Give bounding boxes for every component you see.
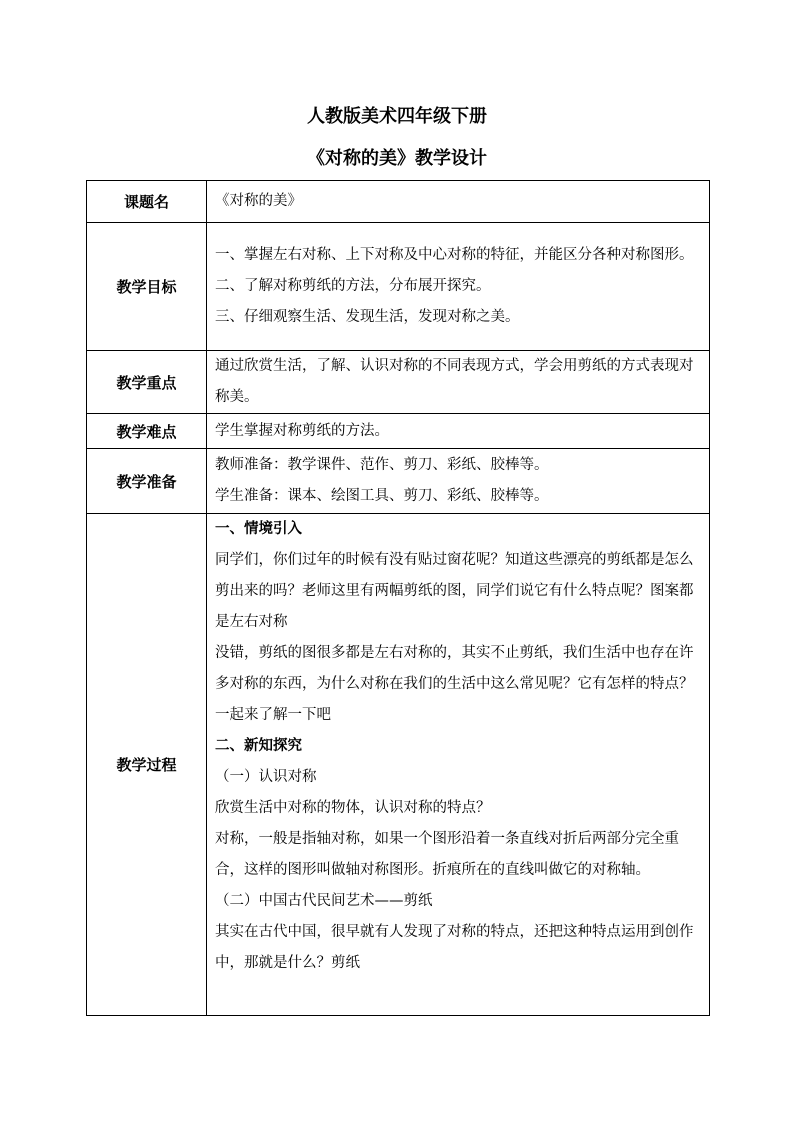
paragraph: 同学们，你们过年的时候有没有贴过窗花呢？知道这些漂亮的剪纸都是怎么剪出来的吗？老师这里有两幅剪纸的图，同学们说它有什么特点呢？图案都是左右对称	[215, 552, 694, 630]
preparation-item: 学生准备：课本、绘图工具、剪刀、彩纸、胶棒等。	[215, 488, 549, 504]
table-row-preparation	[87, 449, 710, 514]
goal-item: 一、掌握左右对称、上下对称及中心对称的特征，并能区分各种对称图形。	[215, 247, 694, 263]
topic-label: 课题名	[87, 181, 207, 223]
difficulties-label: 教学难点	[87, 414, 207, 449]
process-cell	[207, 514, 710, 1016]
key-points-label: 教学重点	[87, 351, 207, 414]
key-points-value: 通过欣赏生活，了解、认识对称的不同表现方式，学会用剪纸的方式表现对称美。	[207, 351, 710, 414]
section-heading: 一、情境引入	[215, 521, 302, 537]
subsection-heading: （二）中国古代民间艺术——剪纸	[215, 893, 433, 909]
goals-label: 教学目标	[87, 223, 207, 351]
paragraph: 对称，一般是指轴对称，如果一个图形沿着一条直线对折后两部分完全重合，这样的图形叫做轴对称图形。折痕所在的直线叫做它的对称轴。	[215, 831, 679, 878]
subsection-heading: （一）认识对称	[215, 769, 317, 785]
table-row-topic	[87, 181, 710, 223]
lesson-design-table	[86, 180, 710, 1016]
table-row-goals	[87, 223, 710, 351]
goal-item: 三、仔细观察生活、发现生活，发现对称之美。	[215, 309, 520, 325]
table-row-key-points	[87, 351, 710, 414]
goal-item: 二、了解对称剪纸的方法，分布展开探究。	[215, 278, 491, 294]
table-row-process	[87, 514, 710, 1016]
table-row-difficulties	[87, 414, 710, 449]
topic-value: 《对称的美》	[207, 181, 710, 223]
paragraph: 没错，剪纸的图很多都是左右对称的，其实不止剪纸，我们生活中也存在许多对称的东西，为什么对称在我们的生活中这么常见呢？它有怎样的特点？一起来了解一下吧	[215, 645, 694, 723]
section-heading: 二、新知探究	[215, 738, 302, 754]
process-label: 教学过程	[87, 514, 207, 1016]
document-title: 人教版美术四年级下册	[307, 106, 487, 127]
paragraph: 其实在古代中国，很早就有人发现了对称的特点，还把这种特点运用到创作中，那就是什么？剪纸	[215, 924, 694, 971]
difficulties-value: 学生掌握对称剪纸的方法。	[207, 414, 710, 449]
preparation-item: 教师准备：教学课件、范作、剪刀、彩纸、胶棒等。	[215, 457, 549, 473]
preparation-cell	[207, 449, 710, 514]
paragraph: 欣赏生活中对称的物体，认识对称的特点？	[215, 800, 491, 816]
document-subtitle: 《对称的美》教学设计	[307, 148, 487, 169]
goals-cell	[207, 223, 710, 351]
preparation-label: 教学准备	[87, 449, 207, 514]
